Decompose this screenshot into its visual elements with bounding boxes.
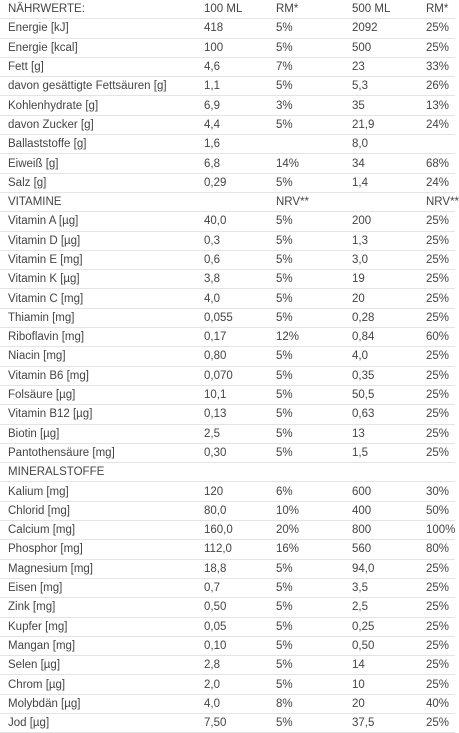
value-500ml: 23 [346, 57, 420, 76]
rm-100ml: 5% [270, 115, 346, 134]
rm-500ml: 25% [420, 598, 455, 617]
rm-100ml: 12% [270, 328, 346, 347]
value-500ml: 0,84 [346, 328, 420, 347]
value-100ml: 0,3 [198, 231, 270, 250]
rm-100ml: 14% [270, 154, 346, 173]
rm-100ml: 5% [270, 347, 346, 366]
rm-500ml: 25% [420, 212, 455, 231]
nutrient-name: Thiamin [mg] [0, 308, 198, 327]
rm-100ml: 5% [270, 405, 346, 424]
rm-100ml: NRV** [270, 192, 346, 211]
rm-100ml: 5% [270, 231, 346, 250]
value-100ml: 18,8 [198, 559, 270, 578]
rm-500ml: 25% [420, 270, 455, 289]
value-100ml: 0,6 [198, 250, 270, 269]
nutrient-name: Calcium [mg] [0, 521, 198, 540]
value-500ml: 1,5 [346, 443, 420, 462]
value-100ml: 7,50 [198, 713, 270, 732]
nutrient-name: MINERALSTOFFE [0, 463, 198, 482]
table-row [0, 578, 455, 597]
section-header-row [0, 192, 455, 211]
nutrient-name: Vitamin C [mg] [0, 289, 198, 308]
value-500ml: 1,3 [346, 231, 420, 250]
value-100ml [198, 192, 270, 211]
value-500ml: 10 [346, 675, 420, 694]
rm-500ml: 13% [420, 96, 455, 115]
nutrient-name: Eiweiß [g] [0, 154, 198, 173]
rm-500ml: 68% [420, 154, 455, 173]
value-500ml: 0,25 [346, 617, 420, 636]
value-500ml: 800 [346, 521, 420, 540]
value-500ml: 5,3 [346, 77, 420, 96]
value-500ml: 200 [346, 212, 420, 231]
table-row [0, 347, 455, 366]
table-row [0, 385, 455, 404]
value-100ml: 0,7 [198, 578, 270, 597]
value-100ml: 2,8 [198, 656, 270, 675]
rm-500ml: 25% [420, 231, 455, 250]
rm-100ml [270, 463, 346, 482]
value-100ml: 6,9 [198, 96, 270, 115]
rm-100ml: 5% [270, 385, 346, 404]
nutrient-name: Chrom [µg] [0, 675, 198, 694]
value-100ml: 1,6 [198, 135, 270, 154]
value-500ml: 14 [346, 656, 420, 675]
table-row [0, 694, 455, 713]
value-500ml: 8,0 [346, 135, 420, 154]
rm-500ml: 25% [420, 656, 455, 675]
value-100ml: 418 [198, 19, 270, 38]
rm-500ml: 25% [420, 559, 455, 578]
value-100ml: 0,070 [198, 366, 270, 385]
nutrient-name: Molybdän [µg] [0, 694, 198, 713]
nutrient-name: Kupfer [mg] [0, 617, 198, 636]
value-500ml: 2,5 [346, 598, 420, 617]
table-row [0, 328, 455, 347]
rm-500ml: 25% [420, 347, 455, 366]
header-rm-500ml: RM* [420, 0, 455, 19]
nutrient-name: Folsäure [µg] [0, 385, 198, 404]
table-row [0, 713, 455, 732]
value-100ml: 2,5 [198, 424, 270, 443]
value-500ml: 50,5 [346, 385, 420, 404]
nutrient-name: VITAMINE [0, 192, 198, 211]
rm-100ml: 6% [270, 482, 346, 501]
rm-500ml: 25% [420, 443, 455, 462]
value-100ml: 4,6 [198, 57, 270, 76]
value-100ml: 0,50 [198, 598, 270, 617]
rm-100ml: 5% [270, 559, 346, 578]
value-100ml: 100 [198, 38, 270, 57]
rm-500ml [420, 135, 455, 154]
rm-100ml: 10% [270, 501, 346, 520]
value-500ml: 37,5 [346, 713, 420, 732]
value-500ml: 3,5 [346, 578, 420, 597]
table-row [0, 559, 455, 578]
nutrient-name: Phosphor [mg] [0, 540, 198, 559]
rm-100ml: 5% [270, 250, 346, 269]
rm-100ml: 5% [270, 212, 346, 231]
rm-500ml: 25% [420, 617, 455, 636]
value-500ml: 3,0 [346, 250, 420, 269]
nutrient-name: Salz [g] [0, 173, 198, 192]
nutrient-name: Vitamin D [µg] [0, 231, 198, 250]
value-100ml: 1,1 [198, 77, 270, 96]
nutrient-name: Riboflavin [mg] [0, 328, 198, 347]
value-500ml: 2092 [346, 19, 420, 38]
nutrient-name: Kohlenhydrate [g] [0, 96, 198, 115]
value-100ml: 2,0 [198, 675, 270, 694]
table-row [0, 443, 455, 462]
rm-500ml: 25% [420, 424, 455, 443]
rm-500ml [420, 463, 455, 482]
rm-100ml: 5% [270, 38, 346, 57]
nutrient-name: Vitamin K [µg] [0, 270, 198, 289]
table-row [0, 308, 455, 327]
table-row [0, 366, 455, 385]
rm-100ml: 5% [270, 617, 346, 636]
rm-100ml: 5% [270, 424, 346, 443]
table-row [0, 501, 455, 520]
nutrient-name: Selen [µg] [0, 656, 198, 675]
value-500ml: 0,35 [346, 366, 420, 385]
value-500ml: 0,28 [346, 308, 420, 327]
value-500ml: 0,50 [346, 636, 420, 655]
table-row [0, 57, 455, 76]
table-row [0, 19, 455, 38]
value-500ml: 35 [346, 96, 420, 115]
value-500ml [346, 463, 420, 482]
value-500ml: 21,9 [346, 115, 420, 134]
value-100ml: 0,17 [198, 328, 270, 347]
table-row [0, 617, 455, 636]
value-100ml: 120 [198, 482, 270, 501]
table-row [0, 250, 455, 269]
nutrient-name: Pantothensäure [mg] [0, 443, 198, 462]
table-row [0, 115, 455, 134]
nutrient-name: Energie [kcal] [0, 38, 198, 57]
nutrient-name: Biotin [µg] [0, 424, 198, 443]
nutrient-name: Kalium [mg] [0, 482, 198, 501]
nutrient-name: davon Zucker [g] [0, 115, 198, 134]
rm-100ml: 5% [270, 289, 346, 308]
value-500ml: 34 [346, 154, 420, 173]
value-100ml: 4,0 [198, 289, 270, 308]
nutrient-name: Niacin [mg] [0, 347, 198, 366]
nutrient-name: Jod [µg] [0, 713, 198, 732]
rm-500ml: 25% [420, 38, 455, 57]
value-100ml: 112,0 [198, 540, 270, 559]
header-per-100ml: 100 ML [198, 0, 270, 19]
rm-100ml: 5% [270, 77, 346, 96]
rm-500ml: 33% [420, 57, 455, 76]
value-100ml: 160,0 [198, 521, 270, 540]
nutrient-name: Ballaststoffe [g] [0, 135, 198, 154]
rm-500ml: 30% [420, 482, 455, 501]
rm-100ml: 5% [270, 443, 346, 462]
rm-100ml: 7% [270, 57, 346, 76]
table-row [0, 270, 455, 289]
nutrient-name: Vitamin B6 [mg] [0, 366, 198, 385]
table-row [0, 540, 455, 559]
value-100ml: 40,0 [198, 212, 270, 231]
nutrient-name: davon gesättigte Fettsäuren [g] [0, 77, 198, 96]
value-100ml: 0,13 [198, 405, 270, 424]
value-100ml: 3,8 [198, 270, 270, 289]
value-500ml: 19 [346, 270, 420, 289]
rm-500ml: 25% [420, 289, 455, 308]
table-row [0, 77, 455, 96]
table-row [0, 135, 455, 154]
rm-500ml: 25% [420, 250, 455, 269]
rm-100ml: 8% [270, 694, 346, 713]
value-500ml: 1,4 [346, 173, 420, 192]
value-500ml: 4,0 [346, 347, 420, 366]
value-500ml: 20 [346, 694, 420, 713]
rm-100ml: 5% [270, 656, 346, 675]
table-row [0, 173, 455, 192]
table-row [0, 231, 455, 250]
rm-100ml: 20% [270, 521, 346, 540]
rm-500ml: 25% [420, 308, 455, 327]
value-500ml: 0,63 [346, 405, 420, 424]
nutrient-name: Magnesium [mg] [0, 559, 198, 578]
rm-100ml: 5% [270, 19, 346, 38]
value-500ml: 500 [346, 38, 420, 57]
table-row [0, 598, 455, 617]
table-row [0, 656, 455, 675]
table-row [0, 212, 455, 231]
rm-500ml: 60% [420, 328, 455, 347]
nutrient-name: Zink [mg] [0, 598, 198, 617]
table-row [0, 405, 455, 424]
rm-100ml [270, 135, 346, 154]
rm-500ml: 25% [420, 366, 455, 385]
value-100ml: 10,1 [198, 385, 270, 404]
table-header-row [0, 0, 455, 19]
value-100ml: 80,0 [198, 501, 270, 520]
value-100ml: 4,0 [198, 694, 270, 713]
rm-100ml: 5% [270, 173, 346, 192]
value-100ml: 6,8 [198, 154, 270, 173]
header-per-500ml: 500 ML [346, 0, 420, 19]
header-nutrients: NÄHRWERTE: [0, 0, 198, 19]
value-500ml: 13 [346, 424, 420, 443]
rm-100ml: 5% [270, 598, 346, 617]
section-header-row [0, 463, 455, 482]
nutrient-name: Chlorid [mg] [0, 501, 198, 520]
table-row [0, 38, 455, 57]
value-100ml [198, 463, 270, 482]
rm-500ml: 25% [420, 385, 455, 404]
rm-100ml: 5% [270, 675, 346, 694]
rm-500ml: 25% [420, 713, 455, 732]
nutrient-name: Eisen [mg] [0, 578, 198, 597]
rm-500ml: 25% [420, 405, 455, 424]
rm-500ml: 80% [420, 540, 455, 559]
value-100ml: 0,10 [198, 636, 270, 655]
rm-100ml: 5% [270, 713, 346, 732]
value-500ml: 560 [346, 540, 420, 559]
table-row [0, 289, 455, 308]
rm-500ml: 25% [420, 578, 455, 597]
nutrient-name: Vitamin A [µg] [0, 212, 198, 231]
rm-100ml: 5% [270, 636, 346, 655]
value-100ml: 0,29 [198, 173, 270, 192]
rm-500ml: 26% [420, 77, 455, 96]
table-row [0, 96, 455, 115]
rm-500ml: 24% [420, 173, 455, 192]
rm-500ml: 24% [420, 115, 455, 134]
value-100ml: 4,4 [198, 115, 270, 134]
rm-500ml: 50% [420, 501, 455, 520]
rm-100ml: 3% [270, 96, 346, 115]
nutrient-name: Vitamin B12 [µg] [0, 405, 198, 424]
value-100ml: 0,05 [198, 617, 270, 636]
rm-500ml: 100% [420, 521, 455, 540]
value-500ml: 600 [346, 482, 420, 501]
rm-500ml: 25% [420, 675, 455, 694]
rm-100ml: 5% [270, 578, 346, 597]
table-row [0, 521, 455, 540]
table-row [0, 636, 455, 655]
nutrient-name: Mangan [mg] [0, 636, 198, 655]
rm-100ml: 5% [270, 366, 346, 385]
table-row [0, 154, 455, 173]
rm-100ml: 5% [270, 308, 346, 327]
rm-500ml: 25% [420, 636, 455, 655]
nutrient-name: Fett [g] [0, 57, 198, 76]
table-row [0, 675, 455, 694]
header-rm-100ml: RM* [270, 0, 346, 19]
value-500ml: 20 [346, 289, 420, 308]
nutrient-name: Energie [kJ] [0, 19, 198, 38]
rm-100ml: 16% [270, 540, 346, 559]
rm-500ml: 25% [420, 19, 455, 38]
value-500ml: 400 [346, 501, 420, 520]
value-500ml [346, 192, 420, 211]
rm-100ml: 5% [270, 270, 346, 289]
value-500ml: 94,0 [346, 559, 420, 578]
table-row [0, 482, 455, 501]
rm-500ml: NRV** [420, 192, 455, 211]
nutrient-name: Vitamin E [mg] [0, 250, 198, 269]
table-row [0, 424, 455, 443]
value-100ml: 0,055 [198, 308, 270, 327]
value-100ml: 0,80 [198, 347, 270, 366]
value-100ml: 0,30 [198, 443, 270, 462]
rm-500ml: 40% [420, 694, 455, 713]
